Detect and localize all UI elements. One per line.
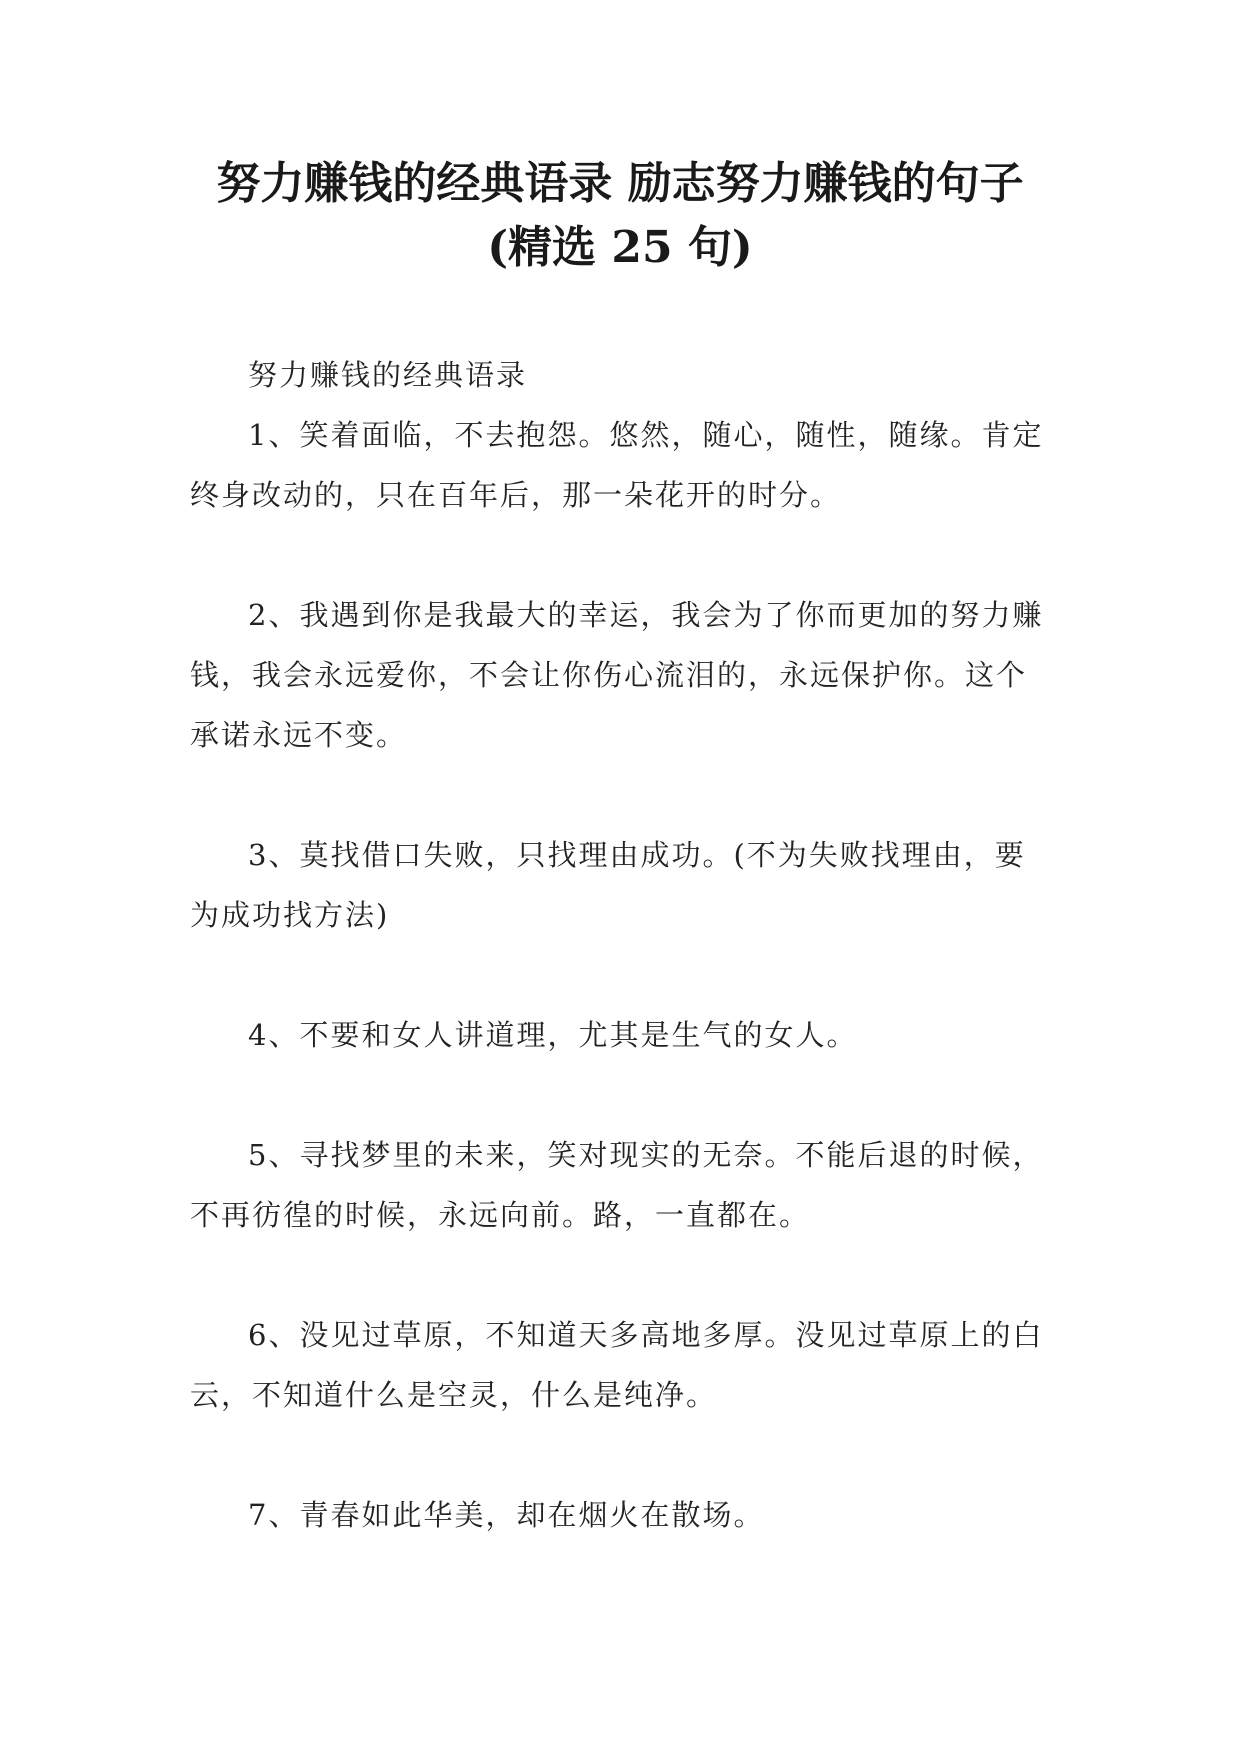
quote-5: 5、寻找梦里的未来，笑对现实的无奈。不能后退的时候，不再彷徨的时候，永远向前。路，一直都在。 [190, 1138, 1044, 1232]
quote-1: 1、笑着面临，不去抱怨。悠然，随心，随性，随缘。肯定终身改动的，只在百年后，那一朵花开的时分。 [190, 418, 1044, 512]
paragraph-gap [190, 945, 1055, 1005]
section-heading: 努力赚钱的经典语录 [248, 358, 528, 392]
quote-4: 4、不要和女人讲道理，尤其是生气的女人。 [248, 1018, 858, 1052]
quote-2: 2、我遇到你是我最大的幸运，我会为了你而更加的努力赚钱，我会永远爱你，不会让你伤心流泪的，永远保护你。这个承诺永远不变。 [190, 598, 1044, 752]
paragraph-gap [190, 1065, 1055, 1125]
quote-7: 7、青春如此华美，却在烟火在散场。 [248, 1498, 765, 1532]
paragraph-gap [190, 1425, 1055, 1485]
paragraph-gap [190, 765, 1055, 825]
paragraph-gap [190, 1245, 1055, 1305]
quote-3: 3、莫找借口失败，只找理由成功。(不为失败找理由，要为成功找方法) [190, 838, 1026, 932]
document-title-line2: (精选 25 句) [487, 222, 753, 273]
document-body [190, 345, 1055, 1545]
document-title-line1: 努力赚钱的经典语录 励志努力赚钱的句子 [216, 158, 1024, 209]
paragraph-gap [190, 525, 1055, 585]
quote-6: 6、没见过草原，不知道天多高地多厚。没见过草原上的白云，不知道什么是空灵，什么是纯净。 [190, 1318, 1044, 1412]
